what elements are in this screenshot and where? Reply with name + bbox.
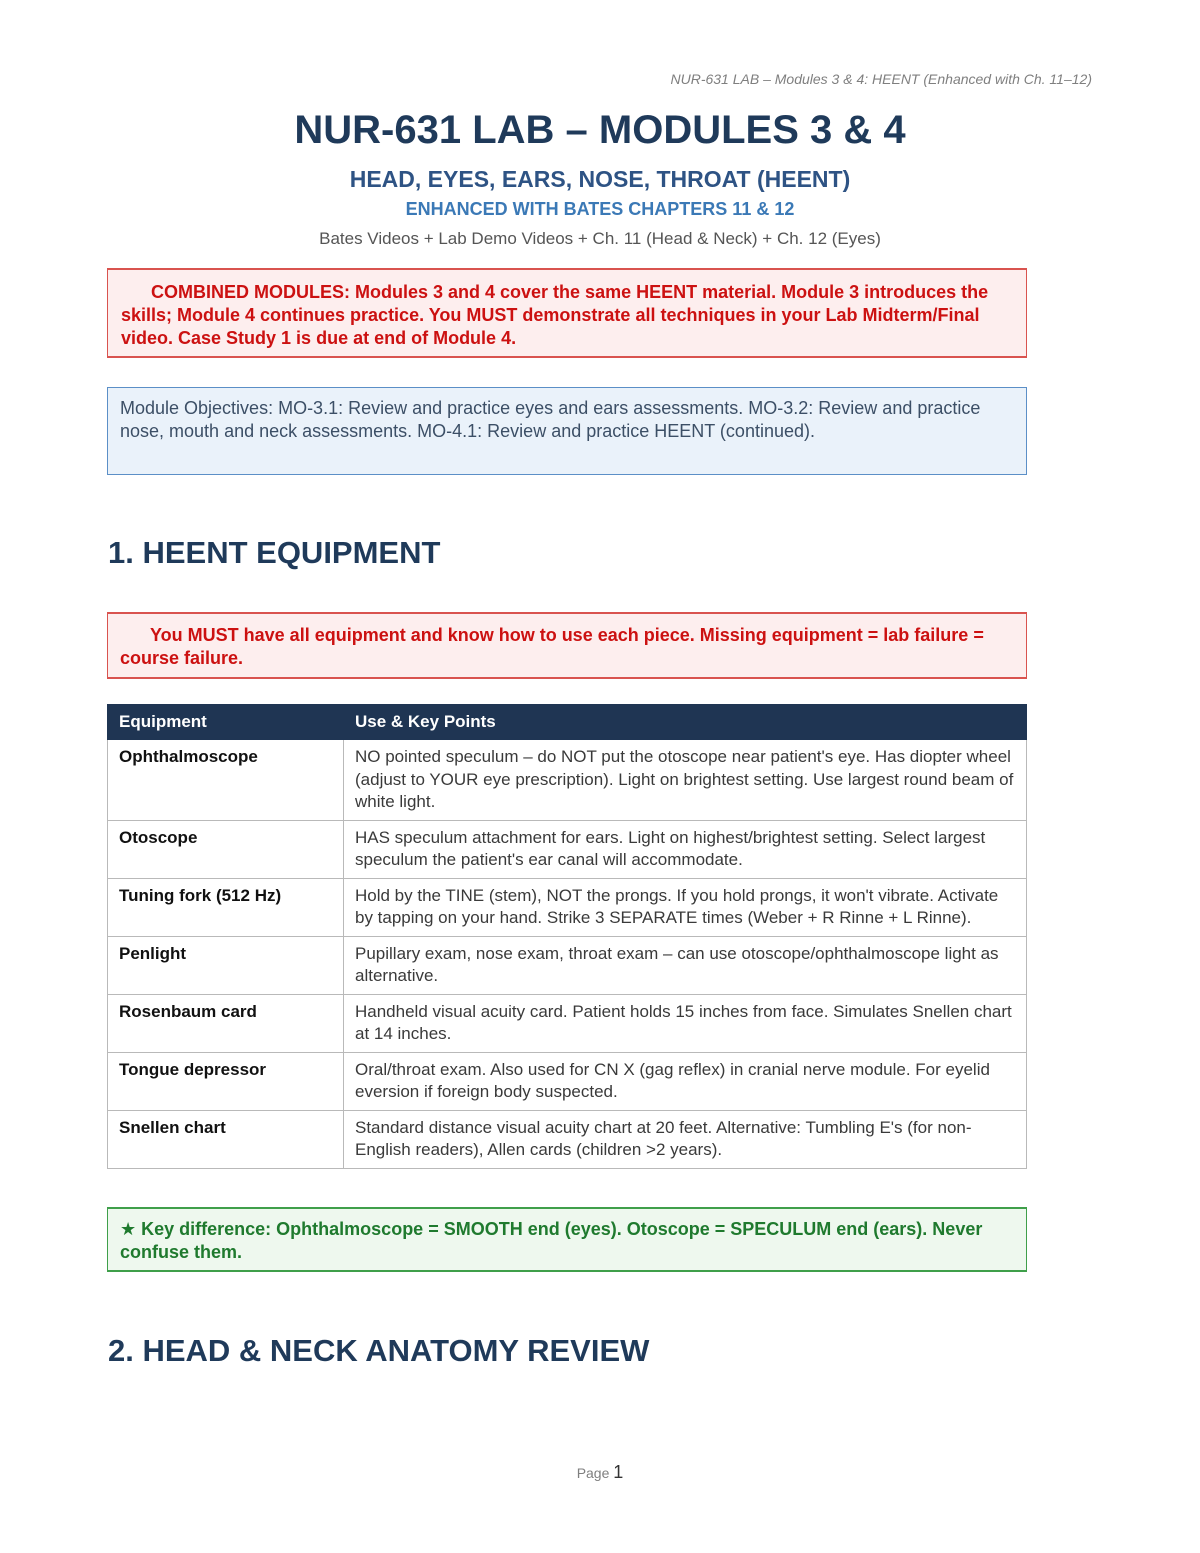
combined-modules-text: COMBINED MODULES: Modules 3 and 4 cover the same HEENT material. Module 3 introduces the skills; Module 4 continues practice. You MUST demonstrate all techniques in your Lab Midterm/Final video. Case Study 1 is due at end of Module 4. [121, 282, 989, 348]
document-subtitle-enhanced: ENHANCED WITH BATES CHAPTERS 11 & 12 [405, 199, 795, 219]
equipment-description: NO pointed speculum – do NOT put the otoscope near patient's eye. Has diopter wheel (adjust to YOUR eye prescription). Light on brightest setting. Use largest round beam of white light. [344, 740, 1027, 821]
table-row [108, 1110, 1027, 1168]
equipment-description: Handheld visual acuity card. Patient holds 15 inches from face. Simulates Snellen chart at 14 inches. [344, 994, 1027, 1052]
page-number: 1 [613, 1462, 624, 1482]
page-label: Page [576, 1465, 610, 1481]
equipment-description: Standard distance visual acuity chart at 20 feet. Alternative: Tumbling E's (for non-English readers), Allen cards (children >2 years). [344, 1110, 1027, 1168]
equipment-name: Otoscope [108, 820, 344, 878]
equipment-name: Ophthalmoscope [108, 740, 344, 821]
equipment-name: Tuning fork (512 Hz) [108, 878, 344, 936]
key-difference-text: ★ Key difference: Ophthalmoscope = SMOOTH end (eyes). Otoscope = SPECULUM end (ears). Never confuse them. [120, 1219, 983, 1262]
table-row [108, 994, 1027, 1052]
equipment-warning-callout [107, 612, 1027, 679]
combined-modules-callout [107, 268, 1027, 358]
equipment-description: Oral/throat exam. Also used for CN X (gag reflex) in cranial nerve module. For eyelid eversion if foreign body suspected. [344, 1052, 1027, 1110]
equipment-description: Pupillary exam, nose exam, throat exam – can use otoscope/ophthalmoscope light as alternative. [344, 936, 1027, 994]
table-row [108, 936, 1027, 994]
table-row [108, 1052, 1027, 1110]
running-header: NUR-631 LAB – Modules 3 & 4: HEENT (Enhanced with Ch. 11–12) [670, 71, 1092, 87]
equipment-table [107, 704, 1027, 1169]
equipment-description: HAS speculum attachment for ears. Light on highest/brightest setting. Select largest speculum the patient's ear canal will accommodate. [344, 820, 1027, 878]
equipment-name: Penlight [108, 936, 344, 994]
column-header-equipment: Equipment [108, 705, 344, 740]
module-objectives-callout [107, 387, 1027, 475]
equipment-description: Hold by the TINE (stem), NOT the prongs. If you hold prongs, it won't vibrate. Activate by tapping on your hand. Strike 3 SEPARATE times (Weber + R Rinne + L Rinne). [344, 878, 1027, 936]
table-header-row [108, 705, 1027, 740]
equipment-name: Snellen chart [108, 1110, 344, 1168]
equipment-warning-text: You MUST have all equipment and know how to use each piece. Missing equipment = lab failure = course failure. [120, 625, 984, 668]
table-row [108, 878, 1027, 936]
equipment-name: Rosenbaum card [108, 994, 344, 1052]
key-difference-callout [107, 1207, 1027, 1272]
equipment-name: Tongue depressor [108, 1052, 344, 1110]
document-subtitle: HEAD, EYES, EARS, NOSE, THROAT (HEENT) [349, 166, 851, 192]
section-heading-anatomy: 2. HEAD & NECK ANATOMY REVIEW [108, 1333, 650, 1368]
document-title: NUR-631 LAB – MODULES 3 & 4 [294, 108, 906, 152]
section-heading-equipment: 1. HEENT EQUIPMENT [108, 535, 441, 570]
document-sources-line: Bates Videos + Lab Demo Videos + Ch. 11 (Head & Neck) + Ch. 12 (Eyes) [319, 229, 881, 248]
table-row [108, 820, 1027, 878]
table-row [108, 740, 1027, 821]
module-objectives-text: Module Objectives: MO-3.1: Review and practice eyes and ears assessments. MO-3.2: Review and practice nose, mouth and neck assessments. MO-4.1: Review and practice HEENT (continued). [120, 398, 981, 441]
page-footer [0, 1462, 1200, 1483]
column-header-use: Use & Key Points [344, 705, 1027, 740]
